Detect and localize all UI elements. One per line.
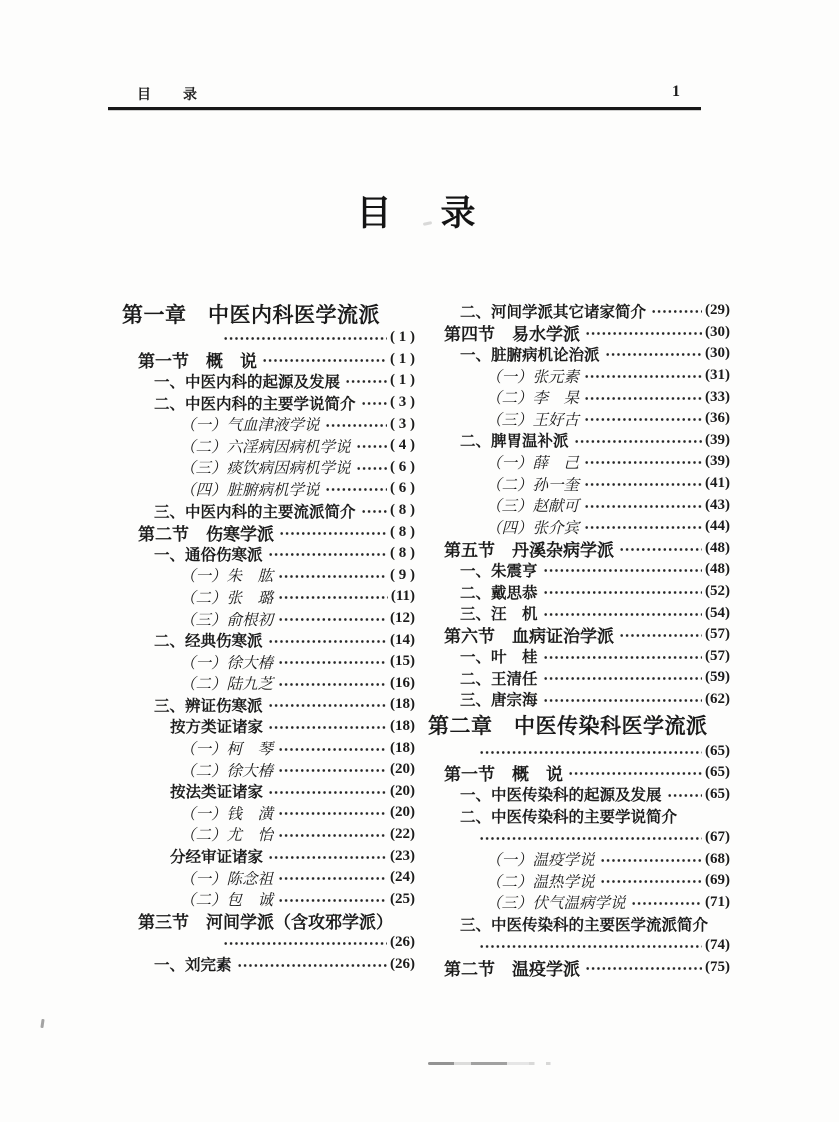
toc-entry-text: 第二节 伤寒学派: [138, 524, 274, 544]
toc-column-left: [122, 300, 415, 975]
dot-leader: [584, 417, 702, 422]
toc-entry: [122, 759, 415, 781]
toc-entry-page-number: (30): [705, 323, 730, 340]
toc-entry-text: （一）徐大椿: [180, 654, 274, 672]
toc-entry: [428, 848, 730, 870]
dot-leader: [619, 633, 702, 638]
toc-entry-page-number: (75): [705, 958, 730, 975]
dot-leader: [345, 379, 387, 384]
dot-leader: [278, 574, 387, 579]
toc-entry-page-number: (18): [390, 739, 415, 756]
toc-entry: [122, 910, 415, 932]
toc-entry: [122, 500, 415, 522]
toc-entry: [122, 673, 415, 695]
toc-entry-text: （三）王好古: [486, 411, 580, 429]
toc-entry: [122, 867, 415, 889]
toc-entry-text: 三、唐宗海: [460, 692, 538, 710]
toc-entry: [428, 300, 730, 322]
toc-entry: [428, 322, 730, 344]
toc-entry: [122, 349, 415, 371]
toc-column-right: [428, 300, 730, 978]
toc-entry-text: 按方类证诸家: [170, 719, 264, 737]
toc-entry: [428, 473, 730, 495]
toc-entry-text: 一、朱震亨: [460, 562, 538, 580]
toc-entry: [428, 891, 730, 913]
toc-entry-page-number: (41): [705, 475, 730, 492]
dot-leader: [278, 682, 387, 687]
toc-entry-text: （一）陈念祖: [180, 870, 274, 888]
toc-entry: [428, 783, 730, 805]
toc-entry-page-number: ( 6 ): [390, 480, 415, 497]
dot-leader: [479, 836, 702, 841]
toc-entry-page-number: (48): [705, 561, 730, 578]
dot-leader: [278, 768, 387, 773]
toc-entry: [428, 430, 730, 452]
toc-entry: [428, 805, 730, 827]
toc-entry-text: 第一节 概 说: [138, 351, 257, 371]
toc-entry: [428, 516, 730, 538]
toc-entry-page-number: (11): [390, 588, 415, 605]
toc-entry-page-number: ( 8 ): [390, 502, 415, 519]
toc-entry-text: 三、汪 机: [460, 606, 538, 624]
dot-leader: [605, 352, 702, 357]
toc-entry: [428, 710, 730, 740]
dot-leader: [584, 504, 702, 509]
toc-entry-page-number: (29): [705, 302, 730, 319]
toc-entry-text: （二）徐大椿: [180, 762, 274, 780]
toc-entry: [122, 824, 415, 846]
toc-entry-text: 三、辨证伤寒派: [154, 697, 263, 715]
toc-entry-text: 第五节 丹溪杂病学派: [444, 540, 614, 560]
dot-leader: [543, 590, 702, 595]
toc-entry: [428, 624, 730, 646]
toc-entry-page-number: (22): [390, 825, 415, 842]
toc-entry: [122, 629, 415, 651]
toc-entry-text: （二）张 璐: [180, 589, 274, 607]
toc-entry-page-number: (54): [705, 604, 730, 621]
toc-entry: [122, 543, 415, 565]
toc-entry: [122, 608, 415, 630]
dot-leader: [223, 941, 387, 946]
dot-leader: [356, 444, 387, 449]
dot-leader: [631, 901, 702, 906]
toc-entry-text: 二、经典伤寒派: [154, 633, 263, 651]
toc-entry-page-number: (62): [705, 690, 730, 707]
dot-leader: [361, 509, 387, 514]
dot-leader: [584, 460, 702, 465]
dot-leader: [262, 358, 387, 363]
toc-entry: [428, 689, 730, 711]
toc-entry-text: （一）气血津液学说: [180, 417, 320, 435]
toc-entry: [122, 802, 415, 824]
toc-entry-page-number: (20): [390, 804, 415, 821]
toc-entry-text: 三、中医内科的主要流派简介: [154, 503, 356, 521]
toc-entry-page-number: ( 3 ): [390, 415, 415, 432]
toc-entry-text: 二、王清任: [460, 670, 538, 688]
toc-entry-text: 二、戴思恭: [460, 584, 538, 602]
toc-entry-page-number: ( 6 ): [390, 458, 415, 475]
toc-entry-page-number: (57): [705, 626, 730, 643]
toc-entry-text: （二）尤 怡: [180, 827, 274, 845]
toc-entry: [122, 300, 415, 327]
toc-entry-page-number: ( 9 ): [390, 566, 415, 583]
toc-entry-text: （四）脏腑病机学说: [180, 481, 320, 499]
toc-entry-text: （二）六淫病因病机学说: [180, 438, 351, 456]
toc-entry-page-number: (16): [390, 674, 415, 691]
dot-leader: [667, 793, 702, 798]
dot-leader: [584, 374, 702, 379]
toc-entry: [428, 913, 730, 935]
dot-leader: [278, 876, 387, 881]
toc-entry: [428, 935, 730, 957]
dot-leader: [479, 944, 702, 949]
toc-entry-page-number: ( 3 ): [390, 394, 415, 411]
dot-leader: [585, 966, 702, 971]
toc-entry-page-number: (39): [705, 453, 730, 470]
toc-entry-text: 一、刘完素: [154, 957, 232, 975]
toc-entry-text: 二、中医内科的主要学说简介: [154, 395, 356, 413]
dot-leader: [268, 639, 387, 644]
dot-leader: [584, 482, 702, 487]
dot-leader: [268, 725, 387, 730]
toc-entry: [122, 845, 415, 867]
toc-entry-page-number: (26): [390, 933, 415, 950]
toc-entry-page-number: ( 1 ): [390, 372, 415, 389]
toc-entry: [122, 370, 415, 392]
toc-entry-page-number: (12): [390, 610, 415, 627]
toc-entry-page-number: (31): [705, 367, 730, 384]
dot-leader: [279, 531, 387, 536]
dot-leader: [543, 698, 702, 703]
toc-entry-text: 一、中医内科的起源及发展: [154, 373, 341, 391]
toc-entry: [428, 494, 730, 516]
toc-entry-page-number: (68): [705, 850, 730, 867]
dot-leader: [278, 898, 387, 903]
toc-entry-text: （一）薛 己: [486, 454, 580, 472]
running-header-title: 目 录: [137, 88, 206, 103]
toc-entry: [122, 716, 415, 738]
toc-entry: [122, 888, 415, 910]
toc-entry: [122, 737, 415, 759]
dot-leader: [574, 439, 702, 444]
toc-entry: [122, 457, 415, 479]
toc-entry-text: （二）温热学说: [486, 873, 595, 891]
dot-leader: [568, 771, 702, 776]
toc-entry-page-number: (23): [390, 847, 415, 864]
toc-entry-text: 一、通俗伤寒派: [154, 546, 263, 564]
toc-entry-text: （四）张介宾: [486, 519, 580, 537]
dot-leader: [278, 617, 387, 622]
toc-entry: [428, 343, 730, 365]
toc-entry: [122, 694, 415, 716]
toc-entry-text: 二、河间学派其它诸家简介: [460, 303, 647, 321]
toc-entry-page-number: (15): [390, 653, 415, 670]
toc-entry-text: 第二节 温疫学派: [444, 959, 580, 979]
toc-entry-text: （二）李 杲: [486, 390, 580, 408]
toc-entry-page-number: (25): [390, 890, 415, 907]
toc-entry: [122, 651, 415, 673]
toc-entry-page-number: (36): [705, 410, 730, 427]
toc-entry: [428, 581, 730, 603]
toc-entry-text: 一、叶 桂: [460, 649, 538, 667]
dot-leader: [325, 487, 387, 492]
toc-entry-page-number: (43): [705, 496, 730, 513]
toc-entry-text: 分经审证诸家: [170, 849, 264, 867]
toc-entry-text: 按法类证诸家: [170, 784, 264, 802]
dot-leader: [543, 568, 702, 573]
toc-entry-text: （三）俞根初: [180, 611, 274, 629]
toc-entry-text: （三）赵献可: [486, 498, 580, 516]
toc-entry-page-number: (57): [705, 647, 730, 664]
toc-entry: [122, 413, 415, 435]
toc-entry-text: （一）温疫学说: [486, 852, 595, 870]
toc-entry-page-number: (20): [390, 761, 415, 778]
toc-entry-page-number: (69): [705, 872, 730, 889]
toc-entry-page-number: ( 8 ): [390, 523, 415, 540]
toc-entry: [122, 565, 415, 587]
dot-leader: [543, 655, 702, 660]
toc-entry: [428, 538, 730, 560]
toc-entry-text: 三、中医传染科的主要医学流派简介: [460, 916, 709, 934]
toc-entry-page-number: (67): [705, 828, 730, 845]
toc-entry-text: 第二章 中医传染科医学流派: [428, 715, 708, 739]
toc-entry: [428, 740, 730, 762]
dot-leader: [325, 423, 387, 428]
toc-entry: [122, 435, 415, 457]
toc-entry: [428, 386, 730, 408]
scan-artifact-smudge: [428, 1062, 572, 1065]
toc-entry: [122, 521, 415, 543]
toc-entry: [428, 559, 730, 581]
toc-entry-text: 第六节 血病证治学派: [444, 627, 614, 647]
dot-leader: [268, 552, 387, 557]
toc-entry-page-number: ( 8 ): [390, 545, 415, 562]
toc-entry: [122, 478, 415, 500]
dot-leader: [361, 401, 387, 406]
dot-leader: [356, 466, 387, 471]
header-rule: [108, 107, 701, 110]
toc-entry-page-number: (74): [705, 936, 730, 953]
toc-entry-page-number: (18): [390, 696, 415, 713]
toc-entry-text: 一、中医传染科的起源及发展: [460, 787, 662, 805]
dot-leader: [543, 612, 702, 617]
toc-entry-text: （一）钱 潢: [180, 805, 274, 823]
toc-entry-page-number: ( 1 ): [390, 329, 415, 346]
toc-entry: [428, 451, 730, 473]
toc-entry-page-number: (18): [390, 717, 415, 734]
toc-entry-page-number: (20): [390, 782, 415, 799]
toc-entry-page-number: (65): [705, 742, 730, 759]
dot-leader: [543, 676, 702, 681]
toc-entry-page-number: (44): [705, 518, 730, 535]
dot-leader: [600, 879, 702, 884]
toc-entry-page-number: (65): [705, 764, 730, 781]
toc-entry-page-number: (59): [705, 669, 730, 686]
dot-leader: [278, 595, 388, 600]
toc-entry-page-number: (14): [390, 631, 415, 648]
dot-leader: [268, 703, 387, 708]
toc-entry-page-number: (24): [390, 869, 415, 886]
dot-leader: [268, 790, 387, 795]
toc-entry-page-number: (71): [705, 893, 730, 910]
toc-entry: [428, 956, 730, 978]
toc-entry: [122, 953, 415, 975]
toc-entry-page-number: ( 4 ): [390, 437, 415, 454]
toc-entry-text: （二）孙一奎: [486, 476, 580, 494]
scan-artifact-speck: [40, 1019, 44, 1028]
dot-leader: [278, 833, 387, 838]
toc-entry-text: 第一章 中医内科医学流派: [122, 303, 380, 327]
toc-entry-text: 第四节 易水学派: [444, 324, 580, 344]
toc-entry-text: （一）朱 肱: [180, 568, 274, 586]
toc-entry-text: （三）痰饮病因病机学说: [180, 460, 351, 478]
toc-entry-text: （一）张元素: [486, 368, 580, 386]
dot-leader: [278, 811, 387, 816]
toc-entry: [428, 646, 730, 668]
dot-leader: [479, 750, 702, 755]
toc-entry: [428, 667, 730, 689]
toc-entry-page-number: (33): [705, 388, 730, 405]
toc-entry-text: （一）柯 琴: [180, 741, 274, 759]
toc-entry: [428, 827, 730, 849]
dot-leader: [600, 858, 702, 863]
toc-entry-page-number: (39): [705, 431, 730, 448]
dot-leader: [278, 660, 387, 665]
dot-leader: [223, 336, 387, 341]
toc-entry-text: （二）包 诚: [180, 892, 274, 910]
page-number: 1: [672, 83, 680, 100]
dot-leader: [278, 747, 387, 752]
dot-leader: [268, 855, 387, 860]
dot-leader: [619, 547, 702, 552]
dot-leader: [651, 309, 702, 314]
toc-entry-text: 一、脏腑病机论治派: [460, 346, 600, 364]
dot-leader: [585, 331, 702, 336]
page-title: 目 录: [356, 194, 483, 233]
toc-entry: [428, 870, 730, 892]
toc-entry-page-number: ( 1 ): [390, 350, 415, 367]
toc-entry: [122, 780, 415, 802]
toc-entry: [428, 602, 730, 624]
toc-entry-page-number: (48): [705, 539, 730, 556]
toc-entry: [122, 392, 415, 414]
dot-leader: [584, 396, 702, 401]
toc-entry-text: 第一节 概 说: [444, 765, 563, 785]
toc-entry-page-number: (65): [705, 785, 730, 802]
toc-entry-page-number: (26): [390, 955, 415, 972]
toc-entry: [122, 586, 415, 608]
toc-entry: [428, 762, 730, 784]
toc-entry-text: 二、中医传染科的主要学说简介: [460, 808, 678, 826]
toc-entry: [122, 932, 415, 954]
toc-entry-text: （三）伏气温病学说: [486, 895, 626, 913]
toc-entry-text: 第三节 河间学派（含攻邪学派）: [138, 913, 393, 933]
dot-leader: [237, 963, 387, 968]
toc-entry: [428, 365, 730, 387]
toc-entry: [428, 408, 730, 430]
toc-entry-text: 二、脾胃温补派: [460, 433, 569, 451]
toc-entry-text: （二）陆九芝: [180, 676, 274, 694]
toc-entry-page-number: (30): [705, 345, 730, 362]
toc-entry: [122, 327, 415, 349]
toc-entry-page-number: (52): [705, 583, 730, 600]
dot-leader: [584, 525, 702, 530]
